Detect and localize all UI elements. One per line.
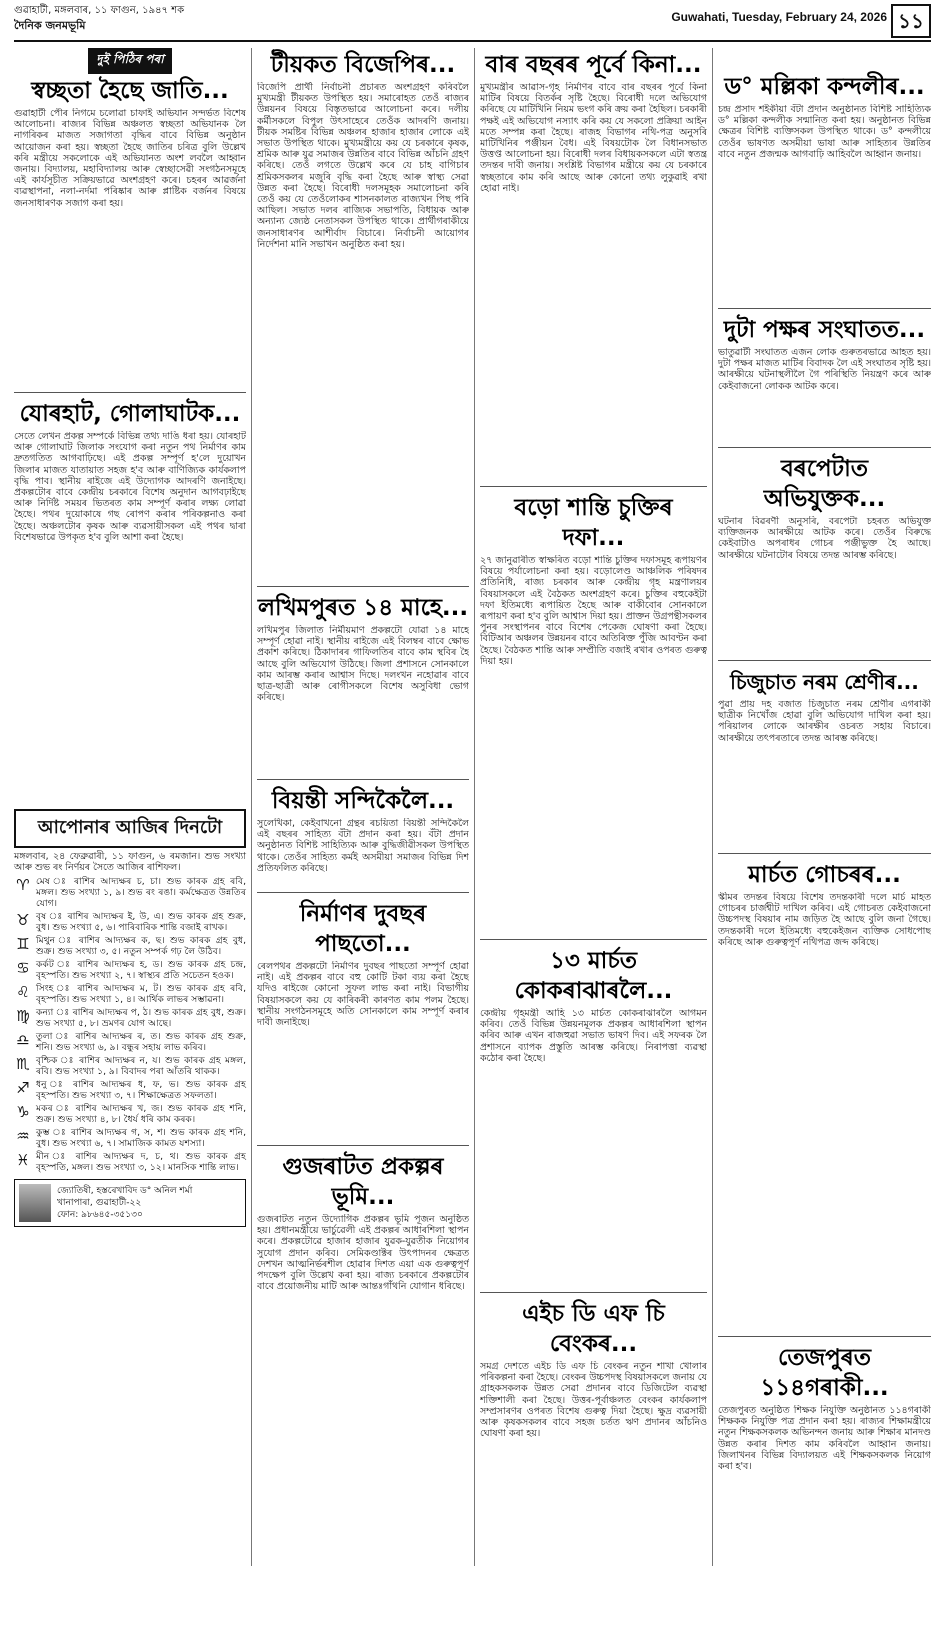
horoscope-item — [14, 959, 246, 981]
column-1 — [14, 48, 246, 1227]
article-body: কেন্দ্ৰীয় গৃহমন্ত্ৰী আহি ১৩ মাৰ্চত কোকৰাঝাৰলৈ আগমন কৰিব। তেওঁ বিভিন্ন উন্নয়নমূলক প্ৰকল্পৰ আধাৰশিলা স্থাপন কৰিব আৰু এখন ৰাজহুৱা সভাত ভাষণ দিব। এই সফৰক লৈ প্ৰশাসনে ব্যাপক প্ৰস্তুতি আৰম্ভ কৰিছে। নিৰাপত্তা ব্যৱস্থা কঠোৰ কৰা হৈছে। — [480, 1008, 707, 1064]
article-body: পুৱা প্ৰায় দহ বজাত চিজুচাত নৰম শ্ৰেণীৰ এগৰাকী ছাত্ৰীক নিখোঁজ হোৱা বুলি অভিযোগ দাখিল কৰা হয়। পৰিয়ালৰ লোকে আৰক্ষীৰ ওচৰত সহায় বিচাৰে। আৰক্ষীয়ে তৎপৰতাৰে তদন্ত আৰম্ভ কৰিছে। — [718, 699, 931, 744]
column-divider — [251, 48, 252, 1566]
headline: বড়ো শান্তি চুক্তিৰ দফা... — [514, 495, 673, 551]
article-body: সুলেখিকা, কেইবাখনো গ্ৰন্থৰ ৰচয়িতা বিয়ন্তী সন্দিকৈলৈ এই বছৰৰ সাহিত্য বঁটা প্ৰদান কৰা হয়। বঁটা প্ৰদান অনুষ্ঠানত বিশিষ্ট সাহিত্যিক আৰু বুদ্ধিজীৱীসকল উপস্থিত থাকে। তেওঁৰ সাহিত্য কৰ্মই অসমীয়া সমাজৰ বিভিন্ন দিশ প্ৰতিফলিত কৰিছে। — [257, 818, 469, 874]
fish-icon: ♓ — [16, 1151, 30, 1170]
article-body: চন্দ্ৰ প্ৰসাদ শইকীয়া বঁটা প্ৰদান অনুষ্ঠানত বিশিষ্ট সাহিত্যিক ড° মল্লিকা কন্দলীক সন্মানিত কৰা হয়। অনুষ্ঠানত বিভিন্ন ক্ষেত্ৰৰ বিশিষ্ট ব্যক্তিসকল উপস্থিত থাকে। ড° কন্দলীয়ে তেওঁৰ ভাষণত অসমীয়া ভাষা আৰু সাহিত্যৰ উন্নতিৰ বাবে নতুন প্ৰজন্মক আগবাঢ়ি আহিবলৈ আহ্বান জনায়। — [718, 104, 931, 160]
crab-icon: ♋ — [16, 959, 30, 978]
horoscope-box-title: আপোনাৰ আজিৰ দিনটো — [14, 809, 246, 848]
ram-icon: ♈ — [16, 876, 30, 895]
article-body: ২৭ জানুৱাৰীত স্বাক্ষৰিত বড়ো শান্তি চুক্তিৰ দফাসমূহ ৰূপায়ণৰ বিষয়ে পৰ্যালোচনা কৰা হয়। বড়োলেণ্ড আঞ্চলিক পৰিষদৰ প্ৰতিনিধি, ৰাজ্য চৰকাৰ আৰু কেন্দ্ৰীয় গৃহ মন্ত্ৰণালয়ৰ বিষয়াসকলে এই বৈঠকত অংশগ্ৰহণ কৰে। চুক্তিৰ বহুকেইটা দফা ইতিমধ্যে ৰূপায়িত হৈছে আৰু বাকীবোৰ সোনকালে ৰূপায়ণ কৰা হ'ব বুলি আশ্বাস দিয়া হয়। প্ৰাক্তন উগ্ৰপন্থীসকলৰ পুনৰ সংস্থাপনৰ বাবে বিশেষ পেকেজ ঘোষণা কৰা হৈছে। বিটিআৰ অঞ্চলৰ উন্নয়নৰ বাবে অতিৰিক্ত পুঁজি আবণ্টন কৰা হৈছে। বৈঠকত শান্তি আৰু সম্প্ৰীতি বজাই ৰখাৰ ওপৰত গুৰুত্ব দিয়া হয়। — [480, 555, 707, 667]
goat-icon: ♑ — [16, 1103, 30, 1122]
scales-icon: ♎ — [16, 1031, 30, 1050]
column-3 — [480, 48, 707, 1651]
archer-icon: ♐ — [16, 1079, 30, 1098]
masthead-left — [14, 4, 184, 32]
horoscope-list — [14, 876, 246, 1173]
scorpion-icon: ♏ — [16, 1055, 30, 1074]
headline: মাৰ্চত গোচৰৰ... — [748, 862, 901, 888]
horoscope-item — [14, 1079, 246, 1101]
horoscope-text: মীন ঃ ৰাশিৰ আদ্যক্ষৰ দ, চ, থ। শুভ কাৰক গ্ৰহ বৃহস্পতি, মঙ্গল। শুভ সংখ্যা ৩, ১২। মানসিক শান্তি লাভ। — [36, 1151, 246, 1174]
headline: চিজুচাত নৰম শ্ৰেণীৰ... — [730, 670, 919, 694]
article-body: ঘটনাৰ বিৱৰণী অনুসৰি, বৰপেটা চহৰত অভিযুক্ত ব্যক্তিজনক আৰক্ষীয়ে আটক কৰে। তেওঁৰ বিৰুদ্ধে কেইবাটাও অপৰাধৰ গোচৰ পঞ্জীভুক্ত হৈ আছে। আৰক্ষীয়ে ঘটনাটোৰ বিষয়ে তদন্ত আৰম্ভ কৰিছে। — [718, 516, 931, 561]
horoscope-text: কন্যা ঃ ৰাশিৰ আদ্যক্ষৰ প, ঠ। শুভ কাৰক গ্ৰহ বুধ, শুক্ৰ। শুভ সংখ্যা ৫, ৮। ভ্ৰমণৰ যোগ আছে। — [36, 1007, 246, 1030]
astrologer-box — [14, 1179, 246, 1227]
article-body: সেতে লেখন প্ৰকল্প সম্পৰ্কে বিভিন্ন তথ্য দাঙি ধৰা হয়। যোৰহাট আৰু গোলাঘাট জিলাক সংযোগ কৰা নতুন পথ নিৰ্মাণৰ কাম দ্ৰুতগতিত আগবাঢ়িছে। এই প্ৰকল্প সম্পূৰ্ণ হ'লে দুয়োখন জিলাৰ মাজত যাতায়াত সহজ হ'ব আৰু বাণিজ্যিক কাৰ্যকলাপ বৃদ্ধি পাব। স্থানীয় ৰাইজে এই উদ্যোগক আদৰণি জনাইছে। প্ৰকল্পটোৰ বাবে কেন্দ্ৰীয় চৰকাৰে বিশেষ অনুদান আগবঢ়াইছে আৰু নিৰ্দিষ্ট সময়ৰ ভিতৰত কাম সম্পূৰ্ণ কৰাৰ লক্ষ্য লোৱা হৈছে। পথৰ দুয়োকাষে গছ ৰোপণ কৰাৰ পৰিকল্পনাও কৰা হৈছে। অঞ্চলটোৰ কৃষক আৰু ব্যৱসায়ীসকল এই পথৰ দ্বাৰা বিশেষভাৱে উপকৃত হ'ব বুলি আশা কৰা হৈছে। — [14, 431, 246, 543]
article-body: বিজেপি প্ৰাৰ্থী নিৰ্বাচনী প্ৰচাৰত অংশগ্ৰহণ কৰিবলৈ মুখ্যমন্ত্ৰী টীয়কত উপস্থিত হয়। সমাৰোহত তেওঁ ৰাজ্যৰ উন্নয়নৰ বিষয়ে বিস্তৃতভাৱে আলোচনা কৰে। দলীয় কৰ্মীসকলে বিপুল উৎসাহেৰে তেওঁক আদৰণি জনায়। টীয়ক সমষ্টিৰ বিভিন্ন অঞ্চলৰ হাজাৰ হাজাৰ লোকে এই সভাত উপস্থিত থাকে। মুখ্যমন্ত্ৰীয়ে কয় যে চৰকাৰে কৃষক, শ্ৰমিক আৰু যুৱ সমাজৰ উন্নতিৰ বাবে বিভিন্ন আঁচনি গ্ৰহণ কৰিছে। তেওঁ লগতে উল্লেখ কৰে যে চাহ বাগিচাৰ শ্ৰমিকসকলৰ মজুৰি বৃদ্ধি কৰা হৈছে আৰু স্বাস্থ্য সেৱা উন্নত কৰা হৈছে। বিৰোধী দলসমূহক সমালোচনা কৰি তেওঁ কয় যে তেওঁলোকৰ শাসনকালত ৰাজ্যখন পিছ পৰি আছিল। সভাত দলৰ ৰাজ্যিক সভাপতি, বিধায়ক আৰু অন্যান্য জ্যেষ্ঠ নেতাসকল উপস্থিত থাকে। প্ৰাৰ্থীগৰাকীয়ে জনসাধাৰণৰ আশীৰ্বাদ বিচাৰে। নিৰ্বাচনী আয়োগৰ নিৰ্দেশনা মানি সভাখন অনুষ্ঠিত কৰা হয়। — [257, 82, 469, 250]
maiden-icon: ♍ — [16, 1007, 30, 1026]
article-body: ৰেলপথৰ প্ৰকল্পটো নিৰ্মাণৰ দুবছৰ পাছতো সম্পূৰ্ণ হোৱা নাই। এই প্ৰকল্পৰ বাবে বহু কোটি টকা ব্যয় কৰা হৈছে যদিও ৰাইজে কোনো সুফল লাভ কৰা নাই। বিভাগীয় বিষয়াসকলে কয় যে কাৰিকৰী কাৰণত কাম পলম হৈছে। স্থানীয় সংগঠনসমূহে অতি সোনকালে কাম সম্পূৰ্ণ কৰাৰ দাবী জনাইছে। — [257, 961, 469, 1029]
horoscope-text: কৰ্কট ঃ ৰাশিৰ আদ্যক্ষৰ হ, ড। শুভ কাৰক গ্ৰহ চন্দ্ৰ, বৃহস্পতি। শুভ সংখ্যা ২, ৭। স্বাস্থ্যৰ প্ৰতি সচেতন হওক। — [36, 959, 246, 982]
article-body: গুজৰাটত নতুন উদ্যোগিক প্ৰকল্পৰ ভূমি পূজন অনুষ্ঠিত হয়। প্ৰধানমন্ত্ৰীয়ে ভাৰ্চুৱেলী এই প্ৰকল্পৰ আধাৰশিলা স্থাপন কৰে। প্ৰকল্পটোৱে হাজাৰ হাজাৰ যুৱক-যুৱতীক নিয়োগৰ সুযোগ প্ৰদান কৰিব। সেমিকণ্ডাক্টৰ উৎপাদনৰ ক্ষেত্ৰত দেশখন আত্মনিৰ্ভৰশীল হোৱাৰ দিশত এয়া এক গুৰুত্বপূৰ্ণ পদক্ষেপ বুলি উল্লেখ কৰা হয়। ৰাজ্য চৰকাৰে প্ৰকল্পটোৰ বাবে প্ৰয়োজনীয় মাটি আৰু আন্তঃগাঁথনি যোগান ধৰিছে। — [257, 1214, 469, 1293]
date-line-english: Guwahati, Tuesday, February 24, 2026 — [671, 10, 887, 24]
horoscope-text: মিথুন ঃ ৰাশিৰ আদ্যক্ষৰ ক, ছ। শুভ কাৰক গ্ৰহ বুধ, শুক্ৰ। শুভ সংখ্যা ৩, ৫। নতুন সম্পৰ্ক গঢ় লৈ উঠিব। — [36, 935, 246, 958]
horoscope-item — [14, 983, 246, 1005]
horoscope-text: বৃশ্চিক ঃ ৰাশিৰ আদ্যক্ষৰ ন, য। শুভ কাৰক গ্ৰহ মঙ্গল, ৰবি। শুভ সংখ্যা ১, ৯। বিবাদৰ পৰা আঁতৰি থাকক। — [36, 1055, 246, 1078]
article-body: তেজপুৰত অনুষ্ঠিত শিক্ষক নিযুক্তি অনুষ্ঠানত ১১৪গৰাকী শিক্ষকক নিযুক্তি পত্ৰ প্ৰদান কৰা হয়। ৰাজ্যৰ শিক্ষামন্ত্ৰীয়ে নতুন শিক্ষকসকলক অভিনন্দন জনায় আৰু শিক্ষাৰ মানদণ্ড উন্নত কৰাৰ দিশত কাম কৰিবলৈ আহ্বান জনায়। জিলাখনৰ বিভিন্ন বিদ্যালয়ত এই শিক্ষকসকলক নিয়োগ কৰা হ'ব। — [718, 1405, 931, 1473]
article-body: সমগ্ৰ দেশতে এইচ ডি এফ চি বেংকৰ নতুন শাখা খোলাৰ পৰিকল্পনা কৰা হৈছে। বেংকৰ উচ্চপদস্থ বিষয়াসকলে জনায় যে গ্ৰাহকসকলক উন্নত সেৱা প্ৰদানৰ বাবে ডিজিটেল ব্যৱস্থা শক্তিশালী কৰা হৈছে। উত্তৰ-পূৰ্বাঞ্চলত বেংকৰ কাৰ্যকলাপ সম্প্ৰসাৰণৰ ওপৰত বিশেষ গুৰুত্ব দিয়া হৈছে। ক্ষুদ্ৰ ব্যৱসায়ী আৰু কৃষকসকলৰ বাবে সহজ চৰ্তত ঋণ প্ৰদানৰ আঁচনিও ঘোষণা কৰা হয়। — [480, 1361, 707, 1440]
astrologer-photo — [19, 1184, 51, 1222]
column-divider — [474, 48, 475, 1566]
article-body: গুৱাহাটী পৌৰ নিগমে চলোৱা চাফাই অভিযান সন্দৰ্ভত বিশেষ আলোচনা। ৰাজ্যৰ বিভিন্ন অঞ্চলত স্বচ্ছতা অভিযানক লৈ নাগৰিকৰ মাজত সজাগতা বৃদ্ধিৰ বাবে বিভিন্ন অনুষ্ঠান আয়োজন কৰা হয়। স্বচ্ছতা হৈছে জাতিৰ চৰিত্ৰ বুলি উল্লেখ কৰি মন্ত্ৰীয়ে সকলোকে এই অভিযানত অংশ লবলৈ আহ্বান জনায়। বিদ্যালয়, মহাবিদ্যালয় আৰু স্বেচ্ছাসেৱী সংগঠনসমূহে এই কাৰ্যসূচীত সক্ৰিয়ভাৱে অংশগ্ৰহণ কৰে। চহৰৰ আৱৰ্জনা ব্যৱস্থাপনা, নলা-নৰ্দমা পৰিষ্কাৰ আৰু প্লাষ্টিক বৰ্জনৰ বিষয়ে জনসাধাৰণক সজাগ কৰা হয়। — [14, 108, 246, 209]
horoscope-item — [14, 1007, 246, 1029]
masthead — [14, 4, 931, 42]
horoscope-text: কুম্ভ ঃ ৰাশিৰ আদ্যক্ষৰ গ, স, শ। শুভ কাৰক গ্ৰহ শনি, বুধ। শুভ সংখ্যা ৬, ৭। সামাজিক কামত যশস্যা। — [36, 1127, 246, 1150]
column-4 — [718, 48, 931, 1645]
horoscope-item — [14, 1031, 246, 1053]
horoscope-item — [14, 876, 246, 909]
horoscope-text: মেষ ঃ ৰাশিৰ আদ্যক্ষৰ চ, চা। শুভ কাৰক গ্ৰহ ৰবি, মঙ্গল। শুভ সংখ্যা ১, ৯। শুভ ৰং ৰঙা। কৰ্মক্ষেত্ৰত উন্নতিৰ যোগ। — [36, 876, 246, 910]
section-kicker: দুই পিঠিৰ পৰা — [88, 48, 171, 74]
horoscope-text: বৃষ ঃ ৰাশিৰ আদ্যক্ষৰ ই, উ, এ। শুভ কাৰক গ্ৰহ শুক্ৰ, বুধ। শুভ সংখ্যা ৫, ৬। পাৰিবাৰিক শান্তি বজাই ৰাখক। — [36, 911, 246, 934]
headline: নিৰ্মাণৰ দুবছৰ পাছতো... — [299, 901, 427, 957]
masthead-rule — [14, 40, 931, 42]
headline: লখিমপুৰত ১৪ মাহে... — [257, 595, 469, 621]
horoscope-item — [14, 1127, 246, 1149]
headline: বিয়ন্তী সন্দিকৈলৈ... — [271, 788, 455, 814]
astrologer-address: খানাপাৰা, গুৱাহাটী-২২ — [57, 1198, 142, 1209]
horoscope-item — [14, 911, 246, 933]
article-body: মুখ্যমন্ত্ৰীৰ আৱাস-গৃহ নিৰ্মাণৰ বাবে বাৰ বছৰৰ পূৰ্বে কিনা মাটিৰ বিষয়ে বিতৰ্কৰ সৃষ্টি হৈছে। বিৰোধী দলে অভিযোগ কৰিছে যে মাটিখিনি নিয়ম ভংগ কৰি ক্ৰয় কৰা হৈছিল। চৰকাৰী পক্ষই এই অভিযোগ নস্যাৎ কৰি কয় যে সকলো প্ৰক্ৰিয়া আইন মতে সম্পন্ন কৰা হৈছে। ৰাজহ বিভাগৰ নথি-পত্ৰ অনুসৰি মাটিখিনিৰ পঞ্জীয়ন বৈধ। এই বিষয়টোক লৈ বিধানসভাত উত্তপ্ত আলোচনা হয়। বিৰোধী দলৰ বিধায়কসকলে এটা স্বতন্ত্ৰ তদন্তৰ দাবী জনায়। সংশ্লিষ্ট বিভাগৰ মন্ত্ৰীয়ে কয় যে চৰকাৰে স্বচ্ছতাৰে কাম কৰি আছে আৰু কোনো তথ্য লুকুৱাই ৰখা হোৱা নাই। — [480, 82, 707, 194]
astrologer-phone: ফোন: ৯৮৬৪৫-৩৫১৩০ — [57, 1210, 143, 1221]
headline: এইচ ডি এফ চি বেংকৰ... — [522, 1301, 665, 1357]
headline: ড° মল্লিকা কন্দলীৰ... — [724, 74, 925, 100]
horoscope-text: ধনু ঃ ৰাশিৰ আদ্যক্ষৰ ধ, ফ, ভ। শুভ কাৰক গ্ৰহ বৃহস্পতি। শুভ সংখ্যা ৩, ৭। শিক্ষাক্ষেত্ৰত সফলতা। — [36, 1079, 246, 1102]
headline: যোৰহাট, গোলাঘাটক... — [19, 401, 241, 427]
bull-icon: ♉ — [16, 911, 30, 930]
headline: দুটা পক্ষৰ সংঘাতত... — [723, 317, 926, 343]
astrologer-name: জ্যোতিষী, হস্তৰেখাবিদ ড° অনিল শৰ্মা — [57, 1186, 193, 1197]
article-body: ভাতুৱাটী সংঘাতত এজন লোক গুৰুতৰভাৱে আহত হয়। দুটা পক্ষৰ মাজত মাটিৰ বিবাদক লৈ এই সংঘাতৰ সৃষ্টি হয়। আৰক্ষীয়ে ঘটনাস্থলীলৈ গৈ পৰিস্থিতি নিয়ন্ত্ৰণ কৰে আৰু কেইবাজনো লোকক আটক কৰে। — [718, 347, 931, 392]
horoscope-date-note: মঙ্গলবাৰ, ২৪ ফেব্ৰুৱাৰী, ১১ ফাগুন, ৬ ৰমজান। শুভ সংখ্যা আৰু শুভ ৰং নিৰ্ণয়ৰ সৈতে আজিৰ ৰাশিফল। — [14, 851, 246, 874]
lion-icon: ♌ — [16, 983, 30, 1002]
water-bearer-icon: ♒ — [16, 1127, 30, 1146]
column-divider — [712, 48, 713, 1566]
horoscope-item — [14, 1055, 246, 1077]
horoscope-item — [14, 1103, 246, 1125]
horoscope-text: সিংহ ঃ ৰাশিৰ আদ্যক্ষৰ ম, ট। শুভ কাৰক গ্ৰহ ৰবি, বৃহস্পতি। শুভ সংখ্যা ১, ৪। আৰ্থিক লাভৰ সম্ভাৱনা। — [36, 983, 246, 1006]
article-body: স্কীমৰ তদন্তৰ বিষয়ে বিশেষ তদন্তকাৰী দলে মাৰ্চ মাহত গোচৰৰ চাৰ্জশ্বীট দাখিল কৰিব। এই গোচৰত কেইবাজনো উচ্চপদস্থ বিষয়াৰ নাম জড়িত হৈ আছে বুলি জনা গৈছে। তদন্তকাৰী দলে ইতিমধ্যে বহুকেইজন ব্যক্তিক সোধপোছ কৰিছে আৰু গুৰুত্বপূৰ্ণ নথিপত্ৰ জব্দ কৰিছে। — [718, 892, 931, 948]
horoscope-text: মকৰ ঃ ৰাশিৰ আদ্যক্ষৰ খ, জ। শুভ কাৰক গ্ৰহ শনি, শুক্ৰ। শুভ সংখ্যা ৪, ৮। ধৈৰ্য ধৰি কাম কৰক। — [36, 1103, 246, 1126]
headline: স্বচ্ছতা হৈছে জাতি... — [31, 78, 229, 104]
date-line: গুৱাহাটী, মঙ্গলবাৰ, ১১ ফাগুন, ১৯৪৭ শক — [14, 5, 185, 16]
horoscope-text: তুলা ঃ ৰাশিৰ আদ্যক্ষৰ ৰ, ত। শুভ কাৰক গ্ৰহ শুক্ৰ, শনি। শুভ সংখ্যা ৬, ৯। বন্ধুৰ সহায় লাভ কৰিব। — [36, 1031, 246, 1054]
headline: গুজৰাটত প্ৰকল্পৰ ভূমি... — [282, 1154, 444, 1210]
headline: তেজপুৰত ১১৪গৰাকী... — [760, 1345, 889, 1401]
headline: বৰপেটাত অভিযুক্তক... — [763, 456, 886, 512]
twins-icon: ♊ — [16, 935, 30, 954]
headline: বাৰ বছৰৰ পূৰ্বে কিনা... — [485, 52, 702, 78]
headline: টীয়কত বিজেপিৰ... — [270, 52, 456, 78]
headline: ১৩ মাৰ্চত কোকৰাঝাৰলৈ... — [514, 948, 673, 1004]
article-body: লখিমপুৰ জিলাত নিৰ্মীয়মাণ প্ৰকল্পটো যোৱা ১৪ মাহে সম্পূৰ্ণ হোৱা নাই। স্থানীয় ৰাইজে এই বিলম্বৰ বাবে ক্ষোভ প্ৰকাশ কৰিছে। ঠিকাদাৰৰ গাফিলতিৰ বাবে কাম স্থবিৰ হৈ আছে বুলি অভিযোগ উঠিছে। জিলা প্ৰশাসনে সোনকালে কাম আৰম্ভ কৰাৰ আশ্বাস দিছে। দলংখন নহোৱাৰ বাবে ছাত্ৰ-ছাত্ৰী আৰু ৰোগীসকলে বিশেষ অসুবিধা ভোগ কৰিছে। — [257, 625, 469, 704]
page-number: ১১ — [891, 4, 931, 38]
horoscope-item — [14, 935, 246, 957]
paper-name: দৈনিক জনমভূমি — [14, 19, 86, 32]
column-2 — [257, 48, 469, 1539]
horoscope-item — [14, 1151, 246, 1173]
